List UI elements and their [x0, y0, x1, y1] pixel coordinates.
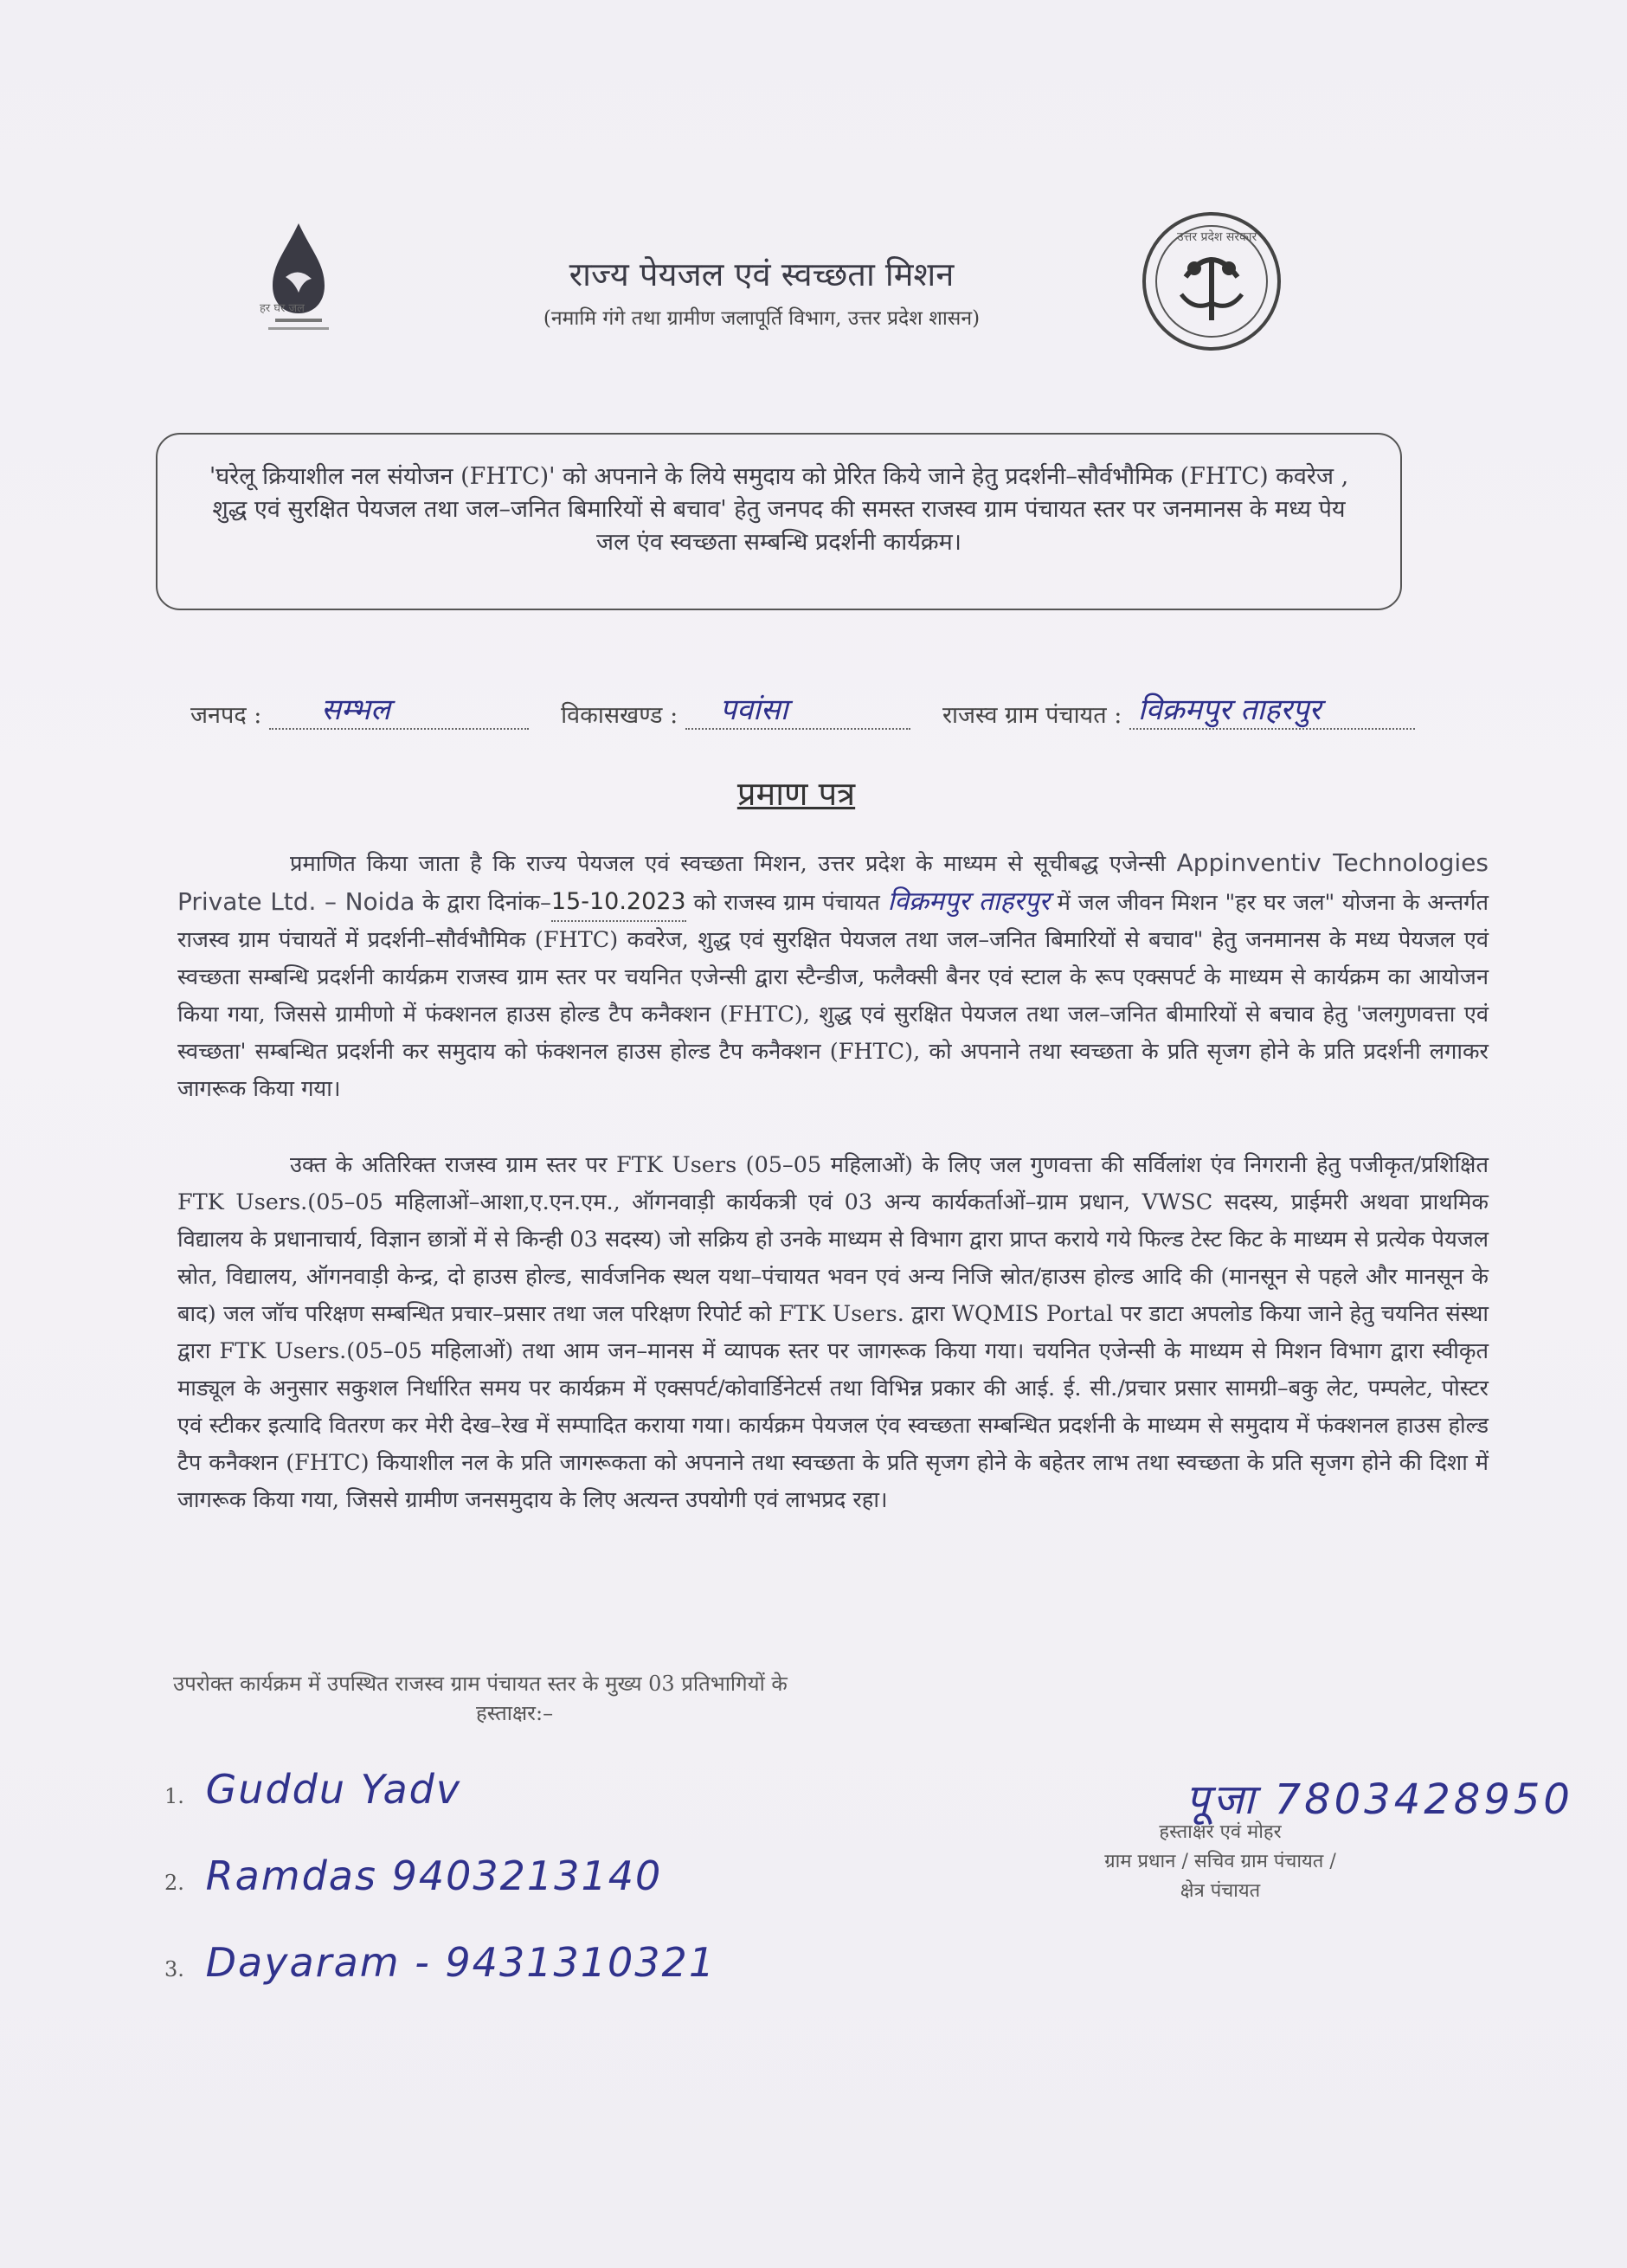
signatures-intro-line: उपरोक्त कार्यक्रम में उपस्थित राजस्व ग्राम पंचायत स्तर के मुख्य 03 प्रतिभागियों के	[173, 1672, 788, 1696]
signature-1	[164, 1766, 461, 1813]
har-ghar-jal-logo	[234, 216, 363, 346]
district-value: सम्भल	[320, 693, 391, 727]
certificate-heading: प्रमाण पत्र	[736, 775, 856, 813]
signature-2	[164, 1852, 662, 1899]
program-date: 15-10.2023	[551, 883, 686, 922]
signature-text: Guddu Yadv	[205, 1766, 462, 1813]
certificate-paragraph-1	[177, 844, 1489, 1108]
signature-number: 3.	[164, 1957, 184, 1981]
signature-seal-label: हस्ताक्षर एवं मोहर	[1159, 1821, 1282, 1843]
pradhan-signature: पूजा 7803428950	[1186, 1775, 1573, 1824]
pradhan-signature-block	[1039, 1818, 1402, 1906]
signatures-label: हस्ताक्षर:–	[476, 1701, 554, 1725]
signature-number: 2.	[164, 1871, 184, 1895]
signature-text: Ramdas 9403213140	[205, 1852, 663, 1899]
signature-3	[164, 1939, 716, 1986]
village-name: विक्रमपुर ताहरपुर	[887, 886, 1050, 917]
block-value: पवांसा	[719, 693, 788, 727]
district-label: जनपद :	[190, 702, 262, 729]
signatory-title-2: क्षेत्र पंचायत	[1180, 1880, 1261, 1902]
program-title-box	[156, 433, 1402, 610]
p1-text-b: के द्वारा दिनांक–	[422, 890, 551, 916]
panchayat-value: विक्रमपुर ताहरपुर	[1137, 693, 1322, 727]
water-drop-icon	[234, 216, 363, 346]
signatory-title: ग्राम प्रधान / सचिव ग्राम पंचायत /	[1104, 1851, 1336, 1872]
seal-text: उत्तर प्रदेश सरकार	[1177, 230, 1257, 244]
block-label: विकासखण्ड :	[561, 702, 678, 729]
p2-text: उक्त के अतिरिक्त राजस्व ग्राम स्तर पर FTK Users (05–05 महिलाओं) के लिए जल गुणवत्ता की सर्विलांश एंव निगरानी हेतु पजीकृत/प्रशिक्षित FTK Users.(05–05 महिलाओं–आशा,ए.एन.एम., ऑगनवाड़ी कार्यकत्री एवं 03 अन्य कार्यकर्ताओं–ग्राम प्रधान, VWSC सदस्य, प्राईमरी अथवा प्राथमिक विद्यालय के प्रधानाचार्य, विज्ञान छात्रों में से किन्ही 03 सदस्य) जो सक्रिय हो उनके माध्यम से विभाग द्वारा प्राप्त कराये गये फिल्ड टेस्ट किट के माध्यम से प्रत्येक पेयजल स्रोत, विद्यालय, ऑगनवाड़ी केन्द्र, दो हाउस होल्ड, सार्वजनिक स्थल यथा–पंचायत भवन एवं अन्य निजि स्रोत/हाउस होल्ड आदि की (मानसून से पहले और मानसून के बाद) जल जॉच परिक्षण सम्बन्धित प्रचार–प्रसार तथा जल परिक्षण रिपोर्ट को FTK Users. द्वारा WQMIS Portal पर डाटा अपलोड किया जाने हेतु चयनित संस्था द्वारा FTK Users.(05–05 महिलाओं) तथा आम जन–मानस में व्यापक स्तर पर जागरूक किया गया। चयनित एजेन्सी के माध्यम से मिशन विभाग द्वारा स्वीकृत माड्यूल के अनुसार सकुशल निर्धारित समय पर कार्यक्रम में एक्सपर्ट/कोवार्डिनेटर्स तथा विभिन्न प्रकार की आई. ई. सी./प्रचार प्रसार सामग्री–बकु लेट, पम्पलेट, पोस्टर एवं स्टीकर इत्यादि वितरण कर मेरी देख–रेख में सम्पादित कराया गया। कार्यक्रम पेयजल एंव स्वच्छता सम्बन्धित प्रदर्शनी के माध्यम से समुदाय में फंक्शनल हाउस होल्ड टैप कनैक्शन (FHTC) कियाशील नल के प्रति जागरूकता को अपनाने तथा स्वच्छता के प्रति सृजग होने के बहेतर लाभ तथा स्वच्छता के प्रति सृजग होने की दिशा में जागरूक किया गया, जिससे ग्रामीण जनसमुदाय के लिए अत्यन्त उपयोगी एवं लाभप्रद रहा।	[177, 1152, 1489, 1513]
agency-name: Appinventiv Technologies Private Ltd. – Noida	[177, 848, 1489, 916]
panchayat-field	[1129, 688, 1415, 730]
mission-title: राज्य पेयजल एवं स्वच्छता मिशन	[569, 255, 955, 293]
department-subtitle: (नमामि गंगे तथा ग्रामीण जलापूर्ति विभाग, उत्तर प्रदेश शासन)	[543, 307, 981, 330]
location-fields	[190, 688, 1540, 730]
p1-text-d: में जल जीवन मिशन "हर घर जल" योजना के अन्तर्गत राजस्व ग्राम पंचायतें में प्रदर्शनी–सौर्वभौमिक (FHTC) कवरेज, शुद्ध एवं सुरक्षित पेयजल तथा जल–जनित बिमारियों से बचाव" हेतु जनमानस के मध्य पेयजल एवं स्वच्छता सम्बन्धि प्रदर्शनी कार्यक्रम राजस्व ग्राम स्तर पर चयनित एजेन्सी द्वारा स्टैन्डीज, फलैक्सी बैनर एवं स्टाल के रूप एक्सपर्ट के माध्यम से कार्यक्रम का आयोजन किया गया, जिससे ग्रामीणो में फंक्शनल हाउस होल्ड टैप कनैक्शन (FHTC), शुद्ध एवं सुरक्षित पेयजल तथा जल–जनित बीमारियों से बचाव हेतु 'जलगुणवत्ता एवं स्वच्छता' सम्बन्धित प्रदर्शनी कर समुदाय को फंक्शनल हाउस होल्ड टैप कनैक्शन (FHTC), को अपनाने तथा स्वच्छता के प्रति सृजग होने के प्रति प्रदर्शनी लगाकर जागरूक किया गया।	[177, 890, 1489, 1102]
signature-number: 1.	[164, 1784, 184, 1808]
p1-text-c: को राजस्व ग्राम पंचायत	[693, 890, 880, 916]
p1-text-a: प्रमाणित किया जाता है कि राज्य पेयजल एवं स्वच्छता मिशन, उत्तर प्रदेश के माध्यम से सूचीबद्ध एजेन्सी	[290, 851, 1166, 877]
signature-text: Dayaram - 9431310321	[205, 1939, 717, 1986]
up-government-seal	[1134, 208, 1289, 355]
panchayat-label: राजस्व ग्राम पंचायत :	[942, 702, 1122, 729]
program-title-text: 'घरेलू क्रियाशील नल संयोजन (FHTC)' को अपनाने के लिये समुदाय को प्रेरित किये जाने हेतु प्रदर्शनी–सौर्वभौमिक (FHTC) कवरेज , शुद्ध एवं सुरक्षित पेयजल तथा जल–जनित बिमारियों से बचाव' हेतु जनपद की समस्त राजस्व ग्राम पंचायत स्तर पर जनमानस के मध्य पेय जल एंव स्वच्छता सम्बन्धि प्रदर्शनी कार्यक्रम।	[209, 463, 1349, 556]
signatures-intro	[173, 1669, 1039, 1728]
district-field	[269, 688, 529, 730]
certificate-paragraph-2	[177, 1147, 1489, 1519]
logo-caption: हर घर जल	[260, 302, 305, 315]
block-field	[685, 688, 910, 730]
